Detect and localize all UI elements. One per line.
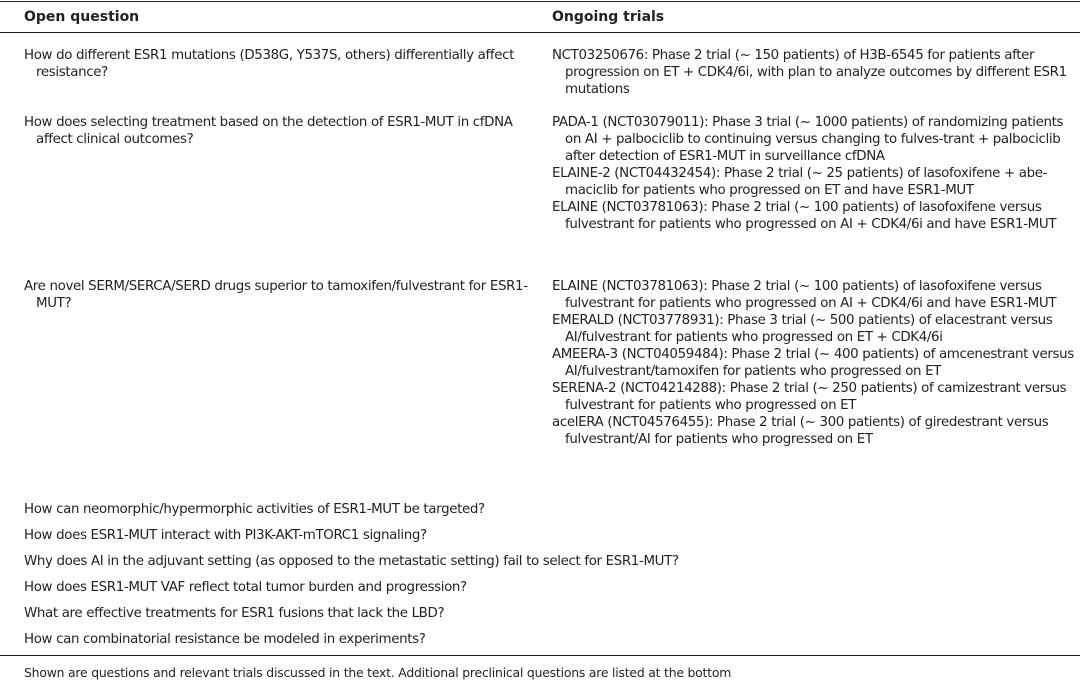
trial-entry: acelERA (NCT04576455): Phase 2 trial (~ 300 patients) of giredestrant versus fulvestrant/AI for patients who progressed on ET <box>552 415 1049 447</box>
row-2-question: How does selecting treatment based on the detection of ESR1-MUT in cfDNA affect clinical outcomes? <box>24 115 513 147</box>
preclinical-question-6: How can combinatorial resistance be modeled in experiments? <box>24 632 426 647</box>
trial-entry: ELAINE-2 (NCT04432454): Phase 2 trial (~ 25 patients) of lasofoxifene + abe-maciclib for patients who progressed on ET and have ESR1-MUT <box>552 166 1048 198</box>
trial-entry: SERENA-2 (NCT04214288): Phase 2 trial (~ 250 patients) of camizestrant versus fulvestrant for patients who progressed on ET <box>552 381 1067 413</box>
row-1-trials <box>552 47 1080 98</box>
table-bottom-rule <box>0 655 1080 656</box>
trial-entry: ELAINE (NCT03781063): Phase 2 trial (~ 100 patients) of lasofoxifene versus fulvestrant for patients who progressed on AI + CDK4/6i and have ESR1-MUT <box>552 279 1057 311</box>
row-1-question: How do different ESR1 mutations (D538G, Y537S, others) differentially affect resistance? <box>24 48 515 80</box>
table-footnote: Shown are questions and relevant trials discussed in the text. Additional preclinical questions are listed at the bottom <box>24 665 732 680</box>
trial-entry: AMEERA-3 (NCT04059484): Phase 2 trial (~ 400 patients) of amcenestrant versus AI/fulvestrant/tamoxifen for patients who progressed on ET <box>552 347 1074 379</box>
trial-entry: PADA-1 (NCT03079011): Phase 3 trial (~ 1000 patients) of randomizing patients on AI + palbociclib to continuing versus changing to fulves-trant + palbociclib after detection of ESR1-MUT in surveillance cfDNA <box>552 115 1064 164</box>
column-header-ongoing-trials: Ongoing trials <box>552 9 665 25</box>
row-3-trials <box>552 278 1080 448</box>
preclinical-question-5: What are effective treatments for ESR1 fusions that lack the LBD? <box>24 606 445 621</box>
row-3-question: Are novel SERM/SERCA/SERD drugs superior to tamoxifen/fulvestrant for ESR1-MUT? <box>24 279 528 311</box>
header-rule <box>0 32 1080 33</box>
column-header-open-question: Open question <box>24 9 140 25</box>
preclinical-question-2: How does ESR1-MUT interact with PI3K-AKT-mTORC1 signaling? <box>24 528 427 543</box>
table-top-rule <box>0 1 1080 2</box>
preclinical-question-4: How does ESR1-MUT VAF reflect total tumor burden and progression? <box>24 580 467 595</box>
preclinical-question-1: How can neomorphic/hypermorphic activities of ESR1-MUT be targeted? <box>24 502 485 517</box>
row-2-trials <box>552 114 1080 233</box>
trial-entry: ELAINE (NCT03781063): Phase 2 trial (~ 100 patients) of lasofoxifene versus fulvestrant for patients who progressed on AI + CDK4/6i and have ESR1-MUT <box>552 200 1057 232</box>
trial-entry: EMERALD (NCT03778931): Phase 3 trial (~ 500 patients) of elacestrant versus AI/fulvestrant for patients who progressed on ET + CDK4/6i <box>552 313 1053 345</box>
preclinical-question-3: Why does AI in the adjuvant setting (as opposed to the metastatic setting) fail to select for ESR1-MUT? <box>24 554 679 569</box>
trial-entry: NCT03250676: Phase 2 trial (~ 150 patients) of H3B-6545 for patients after progression on ET + CDK4/6i, with plan to analyze outcomes by different ESR1 mutations <box>552 48 1067 97</box>
